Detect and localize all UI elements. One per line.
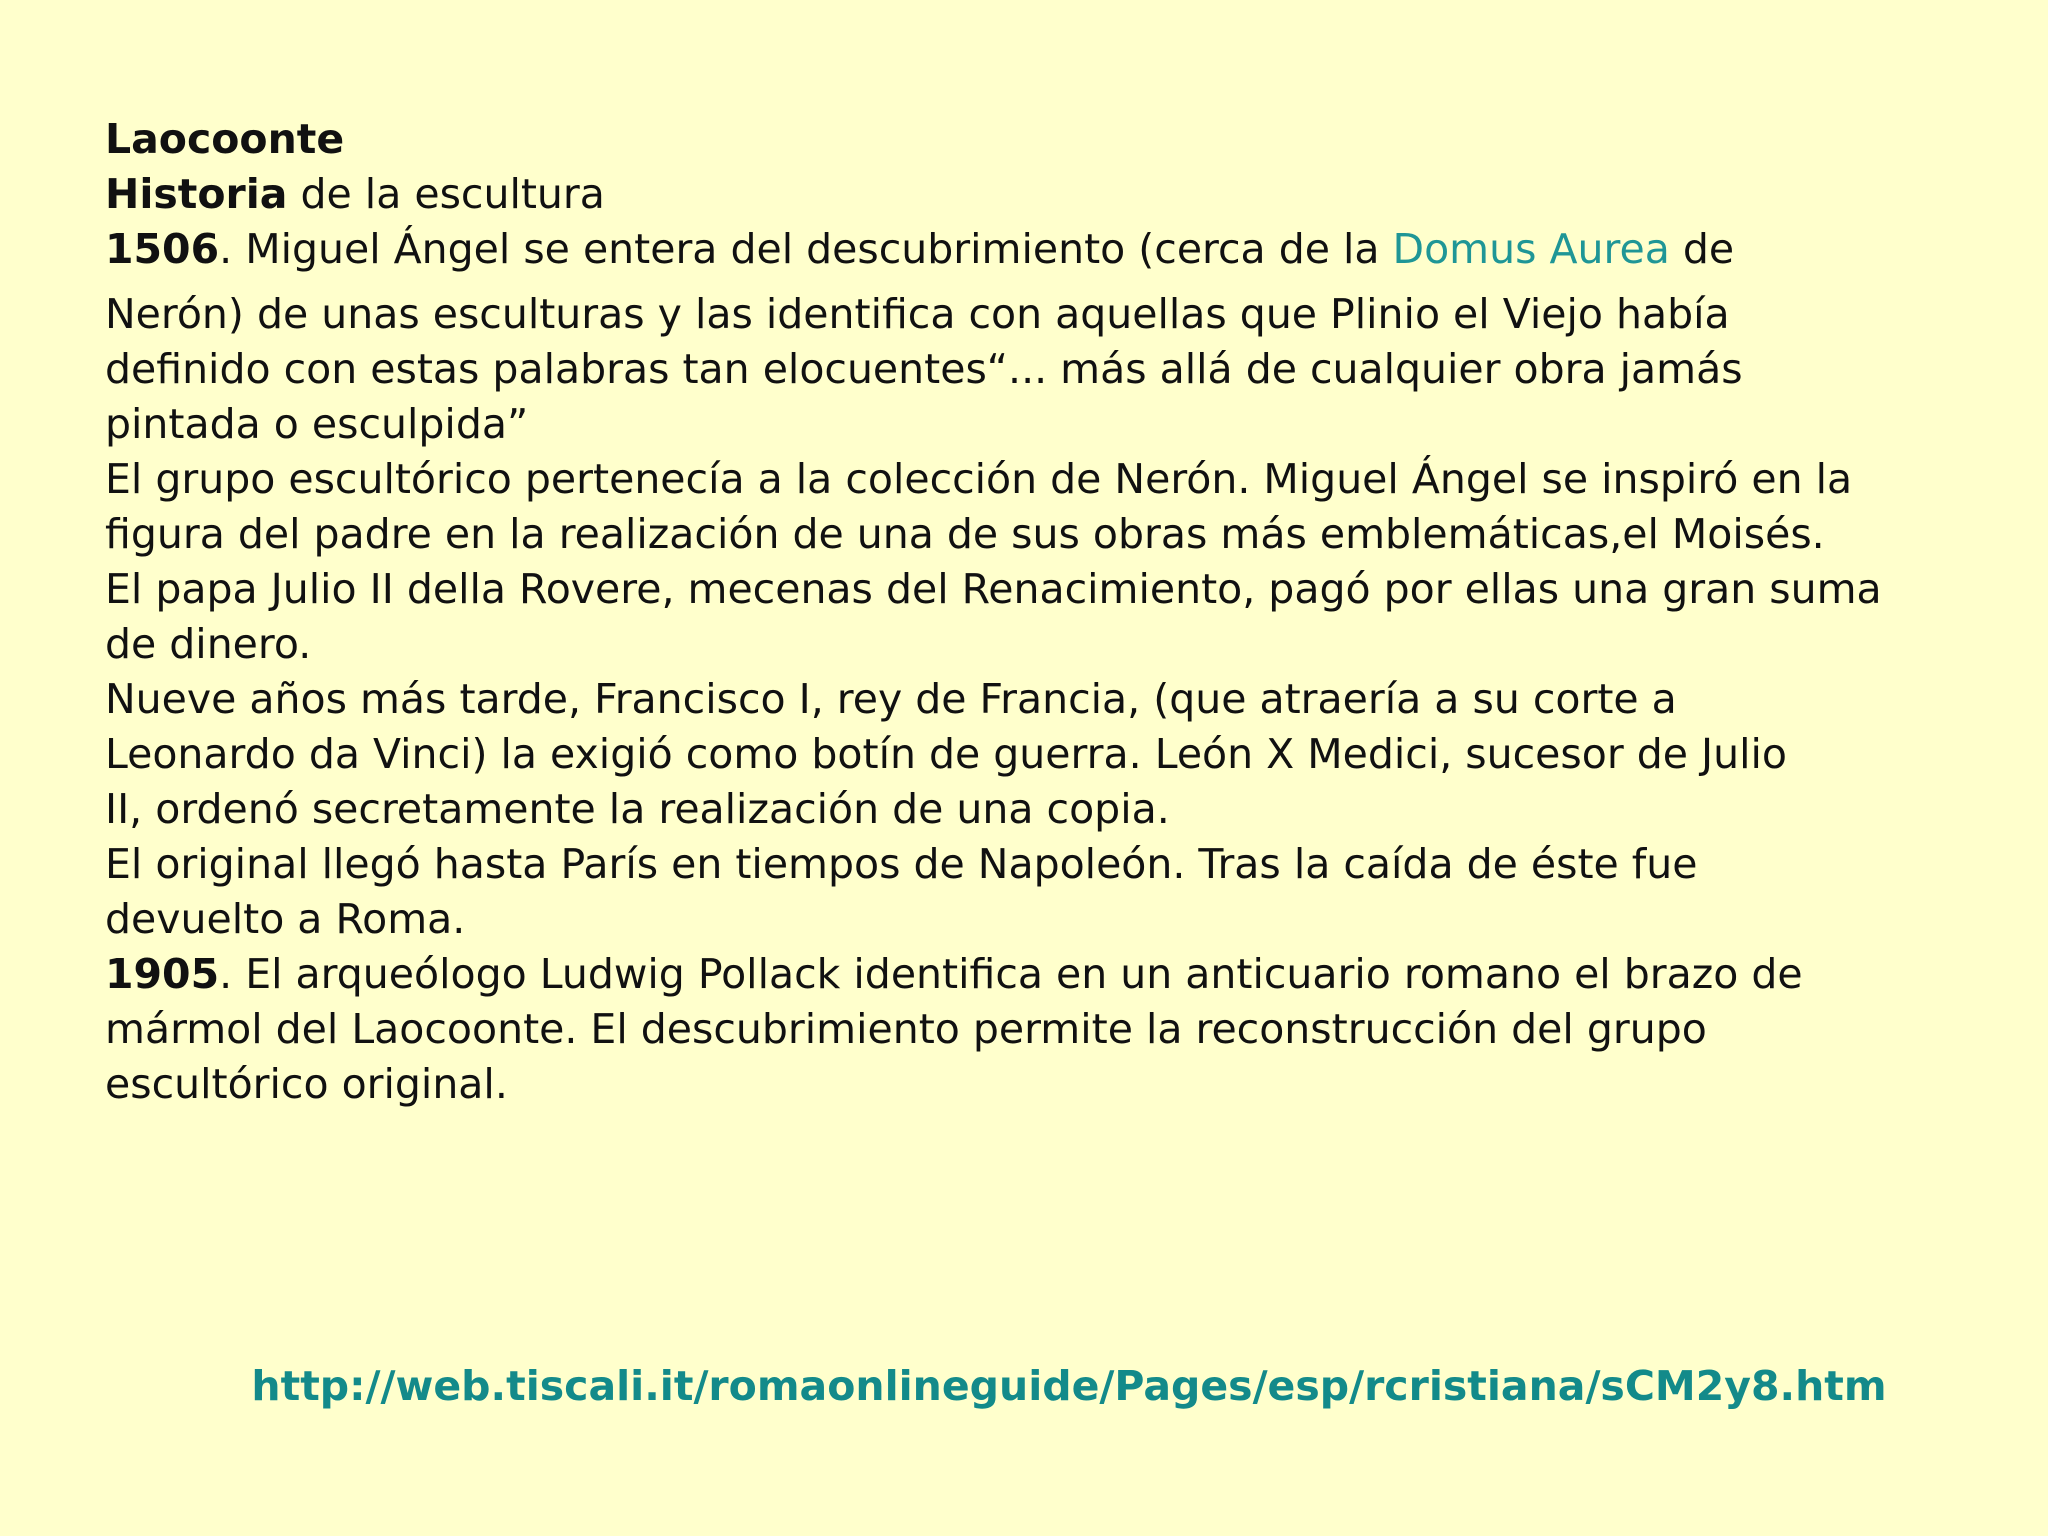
paragraph-line: El grupo escultórico pertenecía a la colección de Nerón. Miguel Ángel se inspiró en la: [105, 455, 1853, 503]
paragraph-line: Nerón) de unas esculturas y las identifica con aquellas que Plinio el Viejo había: [105, 290, 1730, 338]
slide-title: Laocoonte: [105, 115, 345, 163]
paragraph-1506-text-b: de: [1669, 225, 1735, 273]
section-heading: [105, 167, 1965, 222]
paragraph-line: II, ordenó secretamente la realización de una copia.: [105, 785, 1170, 833]
paragraph-line: pintada o esculpida”: [105, 400, 529, 448]
paragraph-line: definido con estas palabras tan elocuentes“... más allá de cualquier obra jamás: [105, 345, 1743, 393]
section-heading-rest: de la escultura: [287, 170, 605, 218]
paragraph-1905-first-line: [105, 947, 1965, 1002]
paragraph-line: Nueve años más tarde, Francisco I, rey de Francia, (que atraería a su corte a: [105, 675, 1677, 723]
paragraph-line: escultórico original.: [105, 1060, 508, 1108]
section-heading-bold: Historia: [105, 170, 288, 218]
paragraph-line: mármol del Laocoonte. El descubrimiento permite la reconstrucción del grupo: [105, 1005, 1707, 1053]
paragraph-line: El papa Julio II della Rovere, mecenas del Renacimiento, pagó por ellas una gran suma: [105, 565, 1882, 613]
paragraph-1905: [105, 947, 1965, 1112]
domus-aurea-link[interactable]: Domus Aurea: [1392, 225, 1670, 273]
source-url-link[interactable]: http://web.tiscali.it/romaonlineguide/Pages/esp/rcristiana/sCM2y8.htm: [251, 1362, 1887, 1410]
paragraph-1506-first-line: [105, 222, 1965, 277]
paragraph-line: Leonardo da Vinci) la exigió como botín de guerra. León X Medici, sucesor de Julio: [105, 730, 1787, 778]
paragraph-line: figura del padre en la realización de una de sus obras más emblemáticas,el Moisés.: [105, 510, 1825, 558]
paragraph-line: devuelto a Roma.: [105, 895, 466, 943]
year-1905: 1905: [105, 950, 220, 998]
paragraph-1506: [105, 222, 1965, 947]
slide-content: [105, 112, 1965, 1112]
paragraph-1506-text-a: . Miguel Ángel se entera del descubrimiento (cerca de la: [219, 225, 1393, 273]
paragraph-1905-text: . El arqueólogo Ludwig Pollack identifica en un anticuario romano el brazo de: [219, 950, 1803, 998]
paragraph-line: de dinero.: [105, 620, 312, 668]
year-1506: 1506: [105, 225, 220, 273]
paragraph-line: El original llegó hasta París en tiempos de Napoleón. Tras la caída de éste fue: [105, 840, 1698, 888]
